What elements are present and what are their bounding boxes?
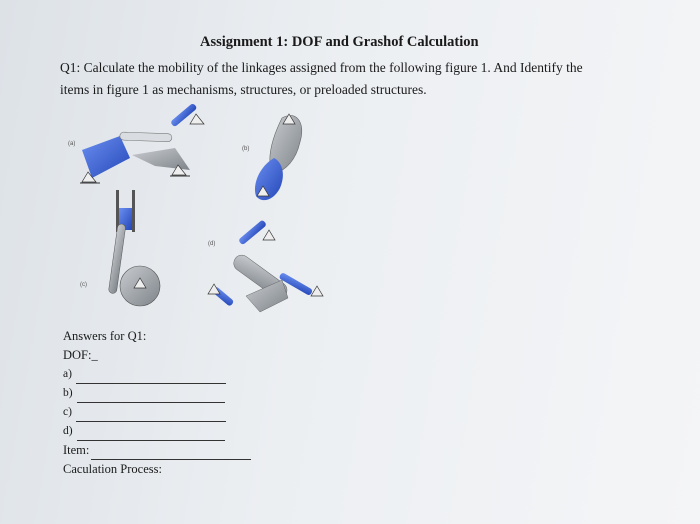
dof-label: DOF:: [63, 348, 92, 362]
linkage-d: [208, 219, 323, 312]
question-text: [60, 57, 640, 101]
gray-link-a: [132, 148, 190, 170]
answer-d-label: d): [63, 425, 73, 437]
answer-b-label: b): [63, 387, 73, 399]
blue-link-a: [82, 136, 130, 178]
item-label: Item:: [63, 443, 90, 457]
label-d: (d): [208, 241, 216, 247]
linkage-figure: [60, 100, 340, 325]
page-title: Assignment 1: DOF and Grashof Calculation: [200, 34, 479, 50]
label-c: (c): [80, 282, 87, 288]
linkage-a: [68, 103, 204, 183]
answer-d-blank[interactable]: [77, 427, 225, 441]
answer-c-blank[interactable]: [76, 408, 226, 422]
answers-section: [63, 327, 251, 479]
linkage-b: [242, 114, 302, 200]
linkage-c: [80, 190, 160, 306]
question-line-1: Q1: Calculate the mobility of the linkages assigned from the following figure 1. And Identify the: [60, 60, 583, 75]
dof-row: [63, 346, 251, 365]
label-b: (b): [242, 146, 250, 152]
ground-pin-a3: [190, 114, 204, 124]
ground-pin-d3: [311, 286, 323, 296]
answer-a-label: a): [63, 368, 72, 380]
top-link-a: [120, 132, 172, 142]
label-a: (a): [68, 141, 76, 147]
question-line-2: items in figure 1 as mechanisms, structures, or preloaded structures.: [60, 82, 427, 97]
answer-b-blank[interactable]: [77, 389, 225, 403]
answer-c-label: c): [63, 406, 72, 418]
process-label: Caculation Process:: [63, 462, 162, 476]
ground-pin-d1: [263, 230, 275, 240]
dof-value: _: [91, 348, 98, 362]
answer-a-blank[interactable]: [76, 370, 226, 384]
item-blank[interactable]: [91, 446, 251, 460]
item-row: [63, 441, 251, 460]
answers-heading: Answers for Q1:: [63, 329, 147, 343]
answer-a-row: [63, 365, 251, 384]
answer-c-row: [63, 403, 251, 422]
answer-b-row: [63, 384, 251, 403]
answer-d-row: [63, 422, 251, 441]
blue-arm-d1: [238, 219, 267, 245]
